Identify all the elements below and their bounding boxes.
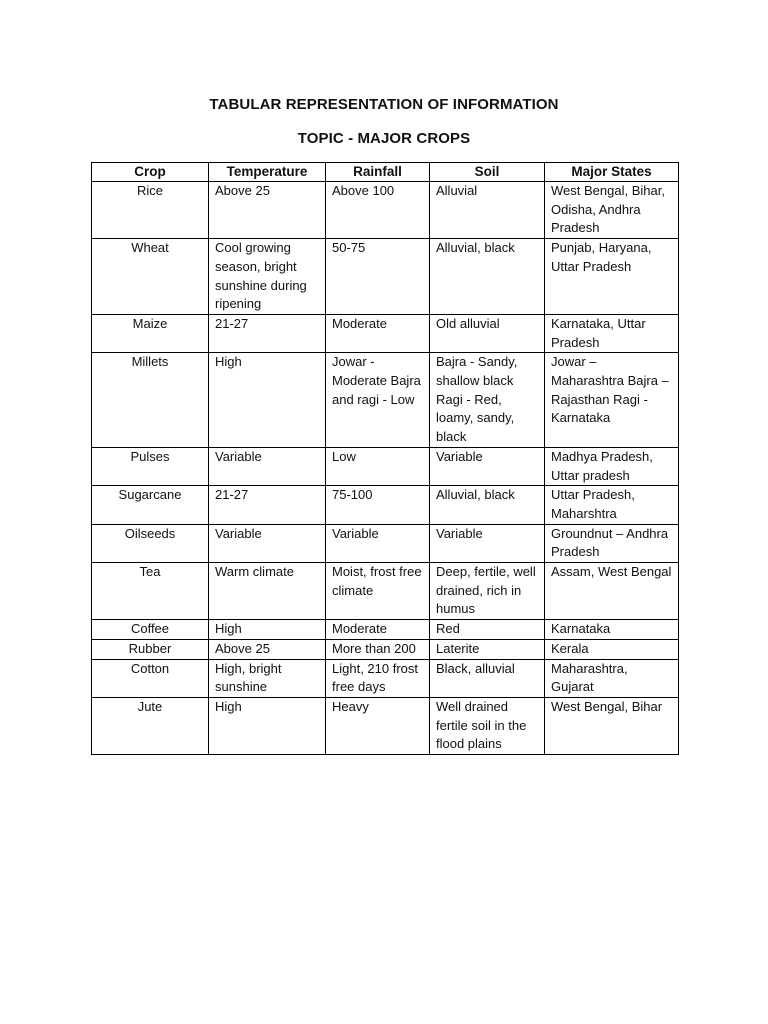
cell-crop: Wheat: [92, 239, 209, 315]
cell-temperature: Cool growing season, bright sunshine during ripening: [209, 239, 326, 315]
cell-soil: Well drained fertile soil in the flood plains: [430, 697, 545, 754]
header-major-states: Major States: [545, 163, 679, 182]
table-row: [92, 447, 679, 485]
cell-rainfall: Moderate: [326, 314, 430, 352]
cell-temperature: High, bright sunshine: [209, 659, 326, 697]
cell-major-states: Punjab, Haryana, Uttar Pradesh: [545, 239, 679, 315]
cell-rainfall: Above 100: [326, 182, 430, 239]
table-row: [92, 659, 679, 697]
cell-major-states: Karnataka: [545, 620, 679, 640]
document-title: TABULAR REPRESENTATION OF INFORMATION: [209, 96, 559, 113]
table-row: [92, 563, 679, 620]
cell-crop: Rubber: [92, 639, 209, 659]
cell-soil: Red: [430, 620, 545, 640]
cell-temperature: 21-27: [209, 314, 326, 352]
table-row: [92, 314, 679, 352]
cell-temperature: Above 25: [209, 639, 326, 659]
cell-crop: Rice: [92, 182, 209, 239]
cell-temperature: High: [209, 353, 326, 448]
cell-soil: Alluvial, black: [430, 486, 545, 524]
cell-rainfall: 50-75: [326, 239, 430, 315]
cell-soil: Alluvial: [430, 182, 545, 239]
cell-crop: Cotton: [92, 659, 209, 697]
cell-crop: Coffee: [92, 620, 209, 640]
cell-crop: Maize: [92, 314, 209, 352]
cell-rainfall: Variable: [326, 524, 430, 562]
table-header-row: [92, 163, 679, 182]
header-soil: Soil: [430, 163, 545, 182]
cell-major-states: Karnataka, Uttar Pradesh: [545, 314, 679, 352]
cell-rainfall: Low: [326, 447, 430, 485]
cell-rainfall: More than 200: [326, 639, 430, 659]
cell-crop: Oilseeds: [92, 524, 209, 562]
cell-soil: Deep, fertile, well drained, rich in humus: [430, 563, 545, 620]
crops-table: [91, 162, 679, 755]
table-row: [92, 697, 679, 754]
table-row: [92, 182, 679, 239]
cell-major-states: Maharashtra, Gujarat: [545, 659, 679, 697]
cell-soil: Old alluvial: [430, 314, 545, 352]
cell-rainfall: Moist, frost free climate: [326, 563, 430, 620]
header-crop: Crop: [92, 163, 209, 182]
cell-crop: Sugarcane: [92, 486, 209, 524]
cell-crop: Millets: [92, 353, 209, 448]
cell-crop: Jute: [92, 697, 209, 754]
cell-temperature: Variable: [209, 524, 326, 562]
cell-rainfall: Heavy: [326, 697, 430, 754]
cell-rainfall: Moderate: [326, 620, 430, 640]
header-temperature: Temperature: [209, 163, 326, 182]
cell-temperature: High: [209, 620, 326, 640]
cell-rainfall: Light, 210 frost free days: [326, 659, 430, 697]
cell-soil: Bajra - Sandy, shallow black Ragi - Red, loamy, sandy, black: [430, 353, 545, 448]
cell-temperature: Variable: [209, 447, 326, 485]
table-row: [92, 486, 679, 524]
cell-major-states: West Bengal, Bihar: [545, 697, 679, 754]
cell-rainfall: Jowar - Moderate Bajra and ragi - Low: [326, 353, 430, 448]
cell-temperature: Warm climate: [209, 563, 326, 620]
cell-soil: Laterite: [430, 639, 545, 659]
cell-temperature: 21-27: [209, 486, 326, 524]
cell-soil: Alluvial, black: [430, 239, 545, 315]
cell-temperature: Above 25: [209, 182, 326, 239]
cell-soil: Variable: [430, 524, 545, 562]
table-row: [92, 620, 679, 640]
table-row: [92, 524, 679, 562]
header-rainfall: Rainfall: [326, 163, 430, 182]
cell-major-states: Uttar Pradesh, Maharshtra: [545, 486, 679, 524]
table-row: [92, 353, 679, 448]
cell-major-states: Groundnut – Andhra Pradesh: [545, 524, 679, 562]
table-row: [92, 639, 679, 659]
document-subtitle: TOPIC - MAJOR CROPS: [297, 130, 471, 147]
cell-temperature: High: [209, 697, 326, 754]
table-row: [92, 239, 679, 315]
cell-major-states: West Bengal, Bihar, Odisha, Andhra Pradesh: [545, 182, 679, 239]
cell-crop: Pulses: [92, 447, 209, 485]
cell-major-states: Kerala: [545, 639, 679, 659]
cell-rainfall: 75-100: [326, 486, 430, 524]
cell-major-states: Jowar – Maharashtra Bajra – Rajasthan Ragi - Karnataka: [545, 353, 679, 448]
cell-soil: Black, alluvial: [430, 659, 545, 697]
cell-soil: Variable: [430, 447, 545, 485]
cell-major-states: Madhya Pradesh, Uttar pradesh: [545, 447, 679, 485]
cell-crop: Tea: [92, 563, 209, 620]
cell-major-states: Assam, West Bengal: [545, 563, 679, 620]
